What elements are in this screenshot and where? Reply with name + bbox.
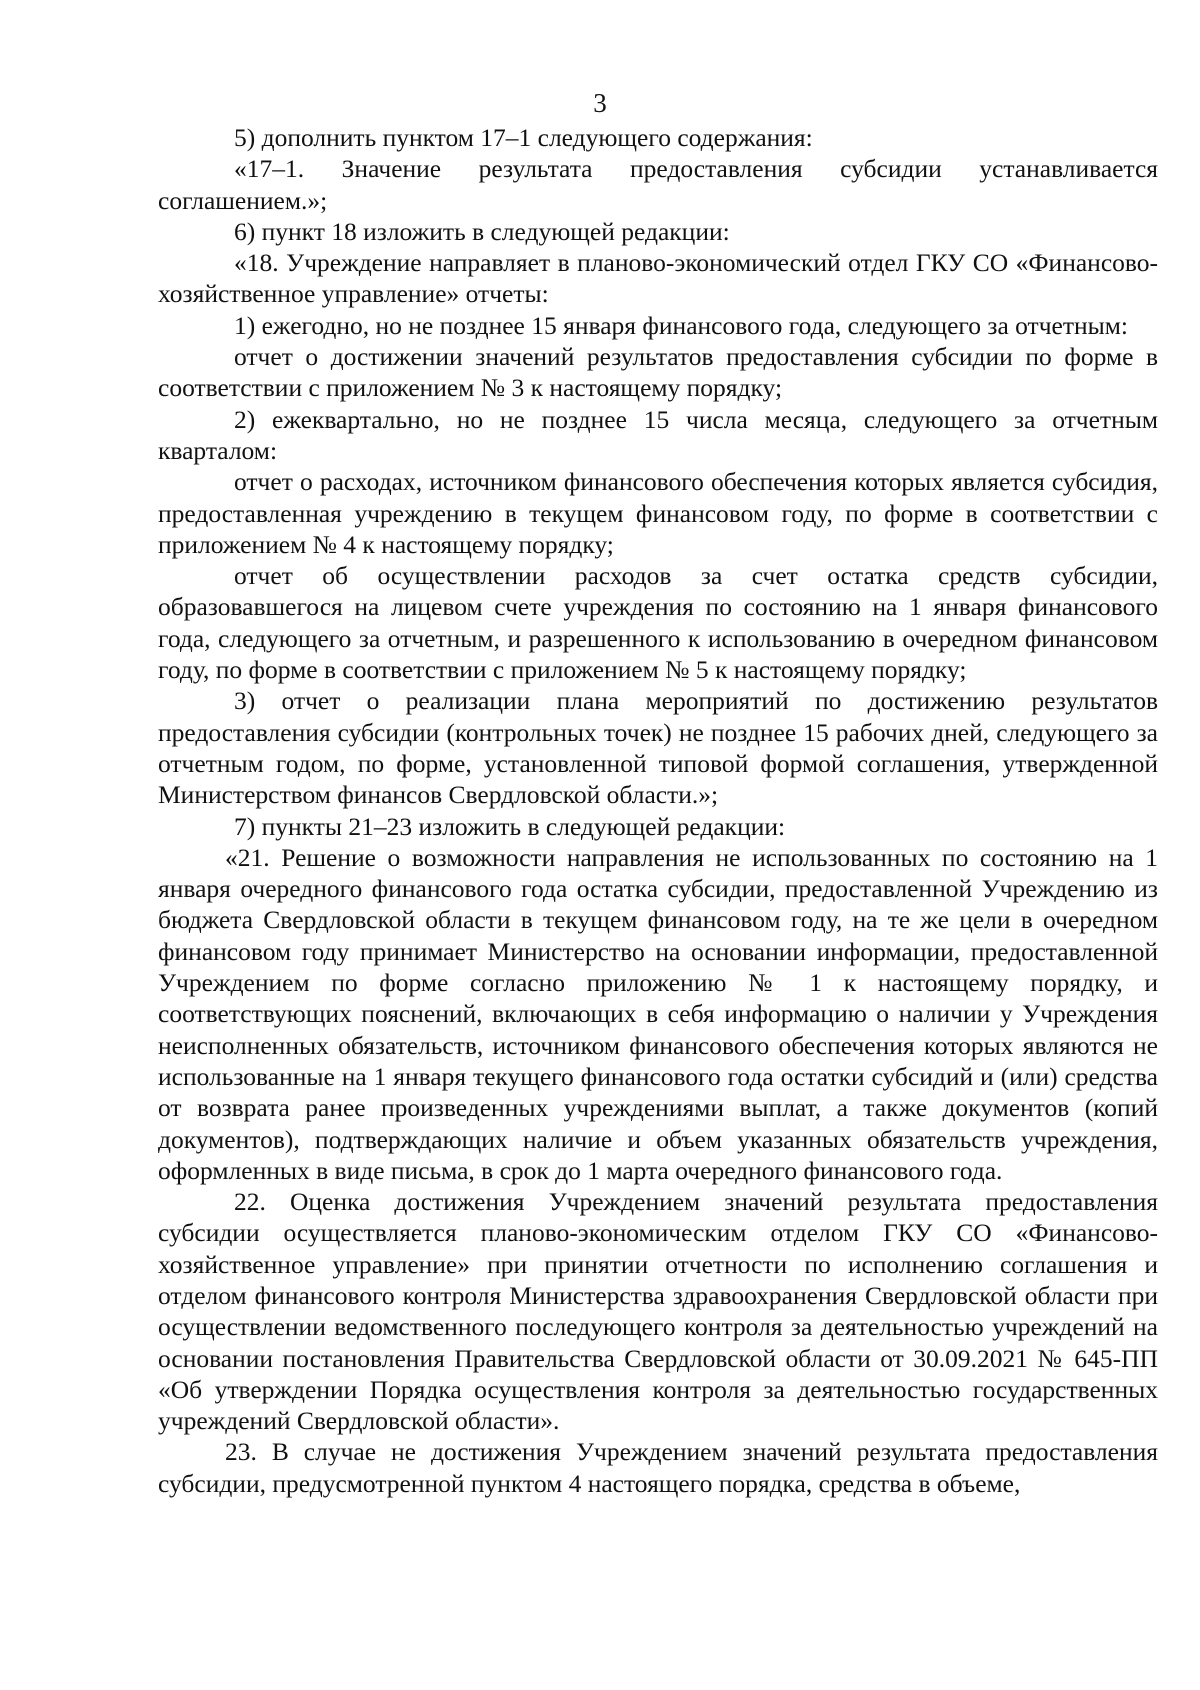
page-number: 3 (593, 88, 607, 118)
paragraph-item-5: 5) дополнить пунктом 17–1 следующего содержания: (234, 123, 813, 152)
paragraph-18-report-expenses: отчет о расходах, источником финансового обеспечения которых является субсидия, предоставленная учреждению в текущем финансовом году, по форме в соответствии с приложением № 4 к настоящему порядку; (158, 467, 1158, 559)
document-body (158, 122, 1158, 1499)
paragraph-18-sub-3: 3) отчет о реализации плана мероприятий по достижению результатов предоставления субсидии (контрольных точек) не позднее 15 рабочих дней, следующего за отчетным годом, по форме, установленной типовой формой соглашения, утвержденной Министерством финансов Свердловской области.»; (158, 686, 1158, 810)
paragraph-18-sub-2: 2) ежеквартально, но не позднее 15 числа месяца, следующего за отчетным кварталом: (158, 404, 1158, 465)
paragraph-item-7: 7) пункты 21–23 изложить в следующей редакции: (234, 811, 786, 841)
paragraph-18-report-balance: отчет об осуществлении расходов за счет остатка средств субсидии, образовавшегося на лицевом счете учреждения по состоянию на 1 января финансового года, следующего за отчетным, и разрешенного к использованию в очередном финансовом году, по форме в соответствии с приложением № 5 к настоящему порядку; (158, 561, 1158, 685)
paragraph-18-report-results: отчет о достижении значений результатов предоставления субсидии по форме в соответствии с приложением № 3 к настоящему порядку; (158, 342, 1158, 403)
paragraph-18-quote: «18. Учреждение направляет в планово-экономический отдел ГКУ СО «Финансово-хозяйственное управление» отчеты: (158, 248, 1158, 309)
paragraph-22: 22. Оценка достижения Учреждением значений результата предоставления субсидии осуществляется планово-экономическим отделом ГКУ СО «Финансово-хозяйственное управление» при принятии отчетности по исполнению соглашения и отделом финансового контроля Министерства здравоохранения Свердловской области при осуществлении ведомственного последующего контроля за деятельностью учреждений на основании постановления Правительства Свердловской области от 30.09.2021 № 645-ПП «Об утверждении Порядка осуществления контроля за деятельностью государственных учреждений Свердловской области». (158, 1187, 1158, 1436)
paragraph-17-1-quote: «17–1. Значение результата предоставления субсидии устанавливается соглашением.»; (158, 154, 1158, 215)
paragraph-18-sub-1: 1) ежегодно, но не позднее 15 января финансового года, следующего за отчетным: (234, 310, 1128, 340)
paragraph-21: «21. Решение о возможности направления не использованных по состоянию на 1 января очередного финансового года остатка субсидии, предоставленной Учреждению из бюджета Свердловской области в текущем финансовом году, на те же цели в очередном финансовом году принимает Министерство на основании информации, предоставленной Учреждением по форме согласно приложению № 1 к настоящему порядку, и соответствующих пояснений, включающих в себя информацию о наличии у Учреждения неисполненных обязательств, источником финансового обеспечения которых являются не использованные на 1 января текущего финансового года остатки субсидий и (или) средства от возврата ранее произведенных учреждениями выплат, а также документов (копий документов), подтверждающих наличие и объем указанных обязательств учреждения, оформленных в виде письма, в срок до 1 марта очередного финансового года. (158, 842, 1158, 1185)
paragraph-23: 23. В случае не достижения Учреждением значений результата предоставления субсидии, предусмотренной пунктом 4 настоящего порядка, средства в объеме, (158, 1437, 1158, 1498)
paragraph-item-6: 6) пункт 18 изложить в следующей редакции: (234, 216, 730, 246)
